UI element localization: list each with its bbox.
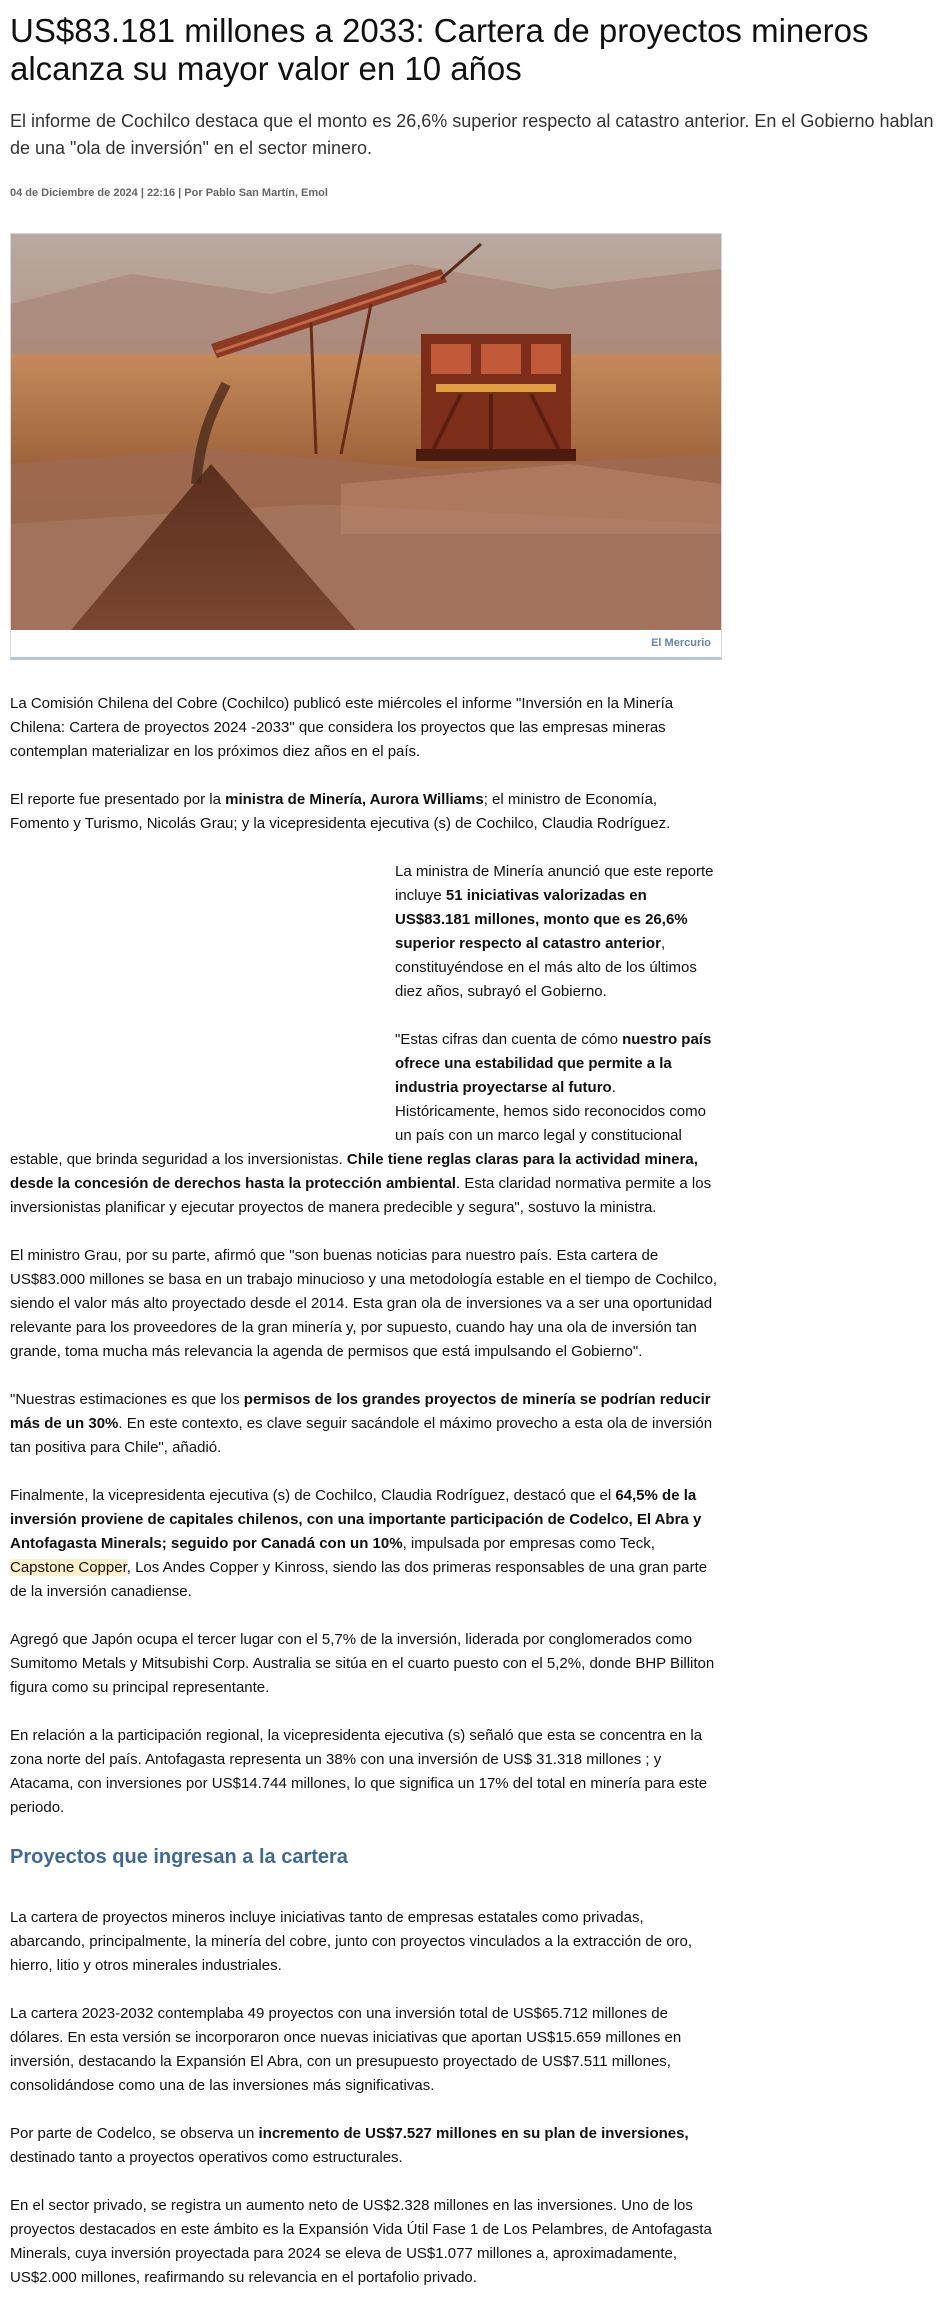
paragraph: La cartera de proyectos mineros incluye iniciativas tanto de empresas estatales como privadas, abarcando, principalmente, la minería del cobre, junto con proyectos vinculados a la extracción de oro, hierro, litio y otros minerales industriales. <box>10 1909 693 1974</box>
article-byline: 04 de Diciembre de 2024 | 22:16 | Por Pablo San Martín, Emol <box>10 187 328 199</box>
paragraph: El ministro Grau, por su parte, afirmó que "son buenas noticias para nuestro país. Esta cartera de US$83.000 millones se basa en un trabajo minucioso y una metodología estable en el tiempo de Cochilco, siendo el valor más alto proyectado desde el 2014. Esta gran ola de inversiones va a ser una oportunidad relevante para los proveedores de la gran minería y, por supuesto, cuando hay una ola de inversión tan grande, toma mucha más relevancia la agenda de permisos que está impulsando el Gobierno". <box>10 1247 718 1360</box>
section-heading: Proyectos que ingresan a la cartera <box>10 1846 348 1868</box>
bold-text: nuestro país ofrece una estabilidad que permite a la industria proyectarse al futuro <box>395 1031 712 1096</box>
article-title: US$83.181 millones a 2033: Cartera de proyectos mineros alcanza su mayor valor en 10 años <box>10 12 869 87</box>
paragraph: "Nuestras estimaciones es que los permisos de los grandes proyectos de minería se podrían reducir más de un 30%. En este contexto, es clave seguir sacándole el máximo provecho a esta ola de inversión tan positiva para Chile", añadió. <box>10 1391 713 1456</box>
bold-text: permisos de los grandes proyectos de minería se podrían reducir más de un 30% <box>10 1391 711 1432</box>
paragraph: La cartera 2023-2032 contemplaba 49 proyectos con una inversión total de US$65.712 millones de dólares. En esta versión se incorporaron once nuevas iniciativas que aportan US$15.659 millones en inversión, destacando la Expansión El Abra, con un presupuesto proyectado de US$7.511 millones, consolidándose como una de las inversiones más significativas. <box>10 2005 682 2094</box>
article-body <box>10 692 720 2290</box>
paragraph: La ministra de Minería anunció que este reporte incluye 51 iniciativas valorizadas en US$83.181 millones, monto que es 26,6% superior respecto al catastro anterior, constituyéndose en el más alto de los últimos diez años, subrayó el Gobierno. <box>395 863 714 1000</box>
paragraph: En el sector privado, se registra un aumento neto de US$2.328 millones en las inversiones. Uno de los proyectos destacados en este ámbito es la Expansión Vida Útil Fase 1 de Los Pelambres, de Antofagasta Minerals, cuya inversión proyectada para 2024 se eleva de US$1.077 millones a, aproximadamente, US$2.000 millones, reafirmando su relevancia en el portafolio privado. <box>10 2197 712 2286</box>
bold-text: ministra de Minería, Aurora Williams <box>225 791 484 808</box>
embedded-content-placeholder <box>10 860 395 1138</box>
paragraph: Agregó que Japón ocupa el tercer lugar con el 5,7% de la inversión, liderada por conglomerados como Sumitomo Metals y Mitsubishi Corp. Australia se sitúa en el cuarto puesto con el 5,2%, donde BHP Billiton figura como su principal representante. <box>10 1631 715 1696</box>
paragraph: "Estas cifras dan cuenta de cómo nuestro país ofrece una estabilidad que permite a la industria proyectarse al futuro. Históricamente, hemos sido reconocidos como un país con un marco legal y constitucional estable, que brinda seguridad a los inversionistas. Chile tiene reglas claras para la actividad minera, desde la concesión de derechos hasta la protección ambiental. Esta claridad normativa permite a los inversionistas planificar y ejecutar proyectos de manera predecible y segura", sostuvo la ministra. <box>10 1031 712 1216</box>
paragraph: La Comisión Chilena del Cobre (Cochilco) publicó este miércoles el informe "Inversión en la Minería Chilena: Cartera de proyectos 2024 -2033" que considera los proyectos que las empresas mineras contemplan materializar en los próximos diez años en el país. <box>10 695 674 760</box>
bold-text: incremento de US$7.527 millones en su plan de inversiones, <box>258 2125 689 2142</box>
article-figure <box>10 233 722 660</box>
highlighted-company-link[interactable]: Capstone Copper <box>10 1559 127 1576</box>
bold-text: Chile tiene reglas claras para la actividad minera, desde la concesión de derechos hasta la protección ambiental <box>10 1151 698 1192</box>
image-caption: El Mercurio <box>651 637 711 649</box>
paragraph: Finalmente, la vicepresidenta ejecutiva (s) de Cochilco, Claudia Rodríguez, destacó que el 64,5% de la inversión proviene de capitales chilenos, con una importante participación de Codelco, El Abra y Antofagasta Minerals; seguido por Canadá con un 10%, impulsada por empresas como Teck, Capstone Copper, Los Andes Copper y Kinross, siendo las dos primeras responsables de una gran parte de la inversión canadiense. <box>10 1487 708 1600</box>
paragraph: El reporte fue presentado por la ministra de Minería, Aurora Williams; el ministro de Economía, Fomento y Turismo, Nicolás Grau; y la vicepresidenta ejecutiva (s) de Cochilco, Claudia Rodríguez. <box>10 791 671 832</box>
paragraph: En relación a la participación regional, la vicepresidenta ejecutiva (s) señaló que esta se concentra en la zona norte del país. Antofagasta representa un 38% con una inversión de US$ 31.318 millones ; y Atacama, con inversiones por US$14.744 millones, lo que significa un 17% del total en minería para este periodo. <box>10 1727 708 1816</box>
bold-text: 51 iniciativas valorizadas en US$83.181 millones, monto que es 26,6% superior respecto al catastro anterior <box>395 887 688 952</box>
paragraph: Por parte de Codelco, se observa un incremento de US$7.527 millones en su plan de inversiones, destinado tanto a proyectos operativos como estructurales. <box>10 2125 689 2166</box>
bold-text: 64,5% de la inversión proviene de capitales chilenos, con una importante participación de Codelco, El Abra y Antofagasta Minerals; seguido por Canadá con un 10% <box>10 1487 702 1552</box>
article-subtitle: El informe de Cochilco destaca que el monto es 26,6% superior respecto al catastro anterior. En el Gobierno hablan de una "ola de inversión" en el sector minero. <box>10 111 934 158</box>
mining-conveyor-photo <box>11 234 721 630</box>
